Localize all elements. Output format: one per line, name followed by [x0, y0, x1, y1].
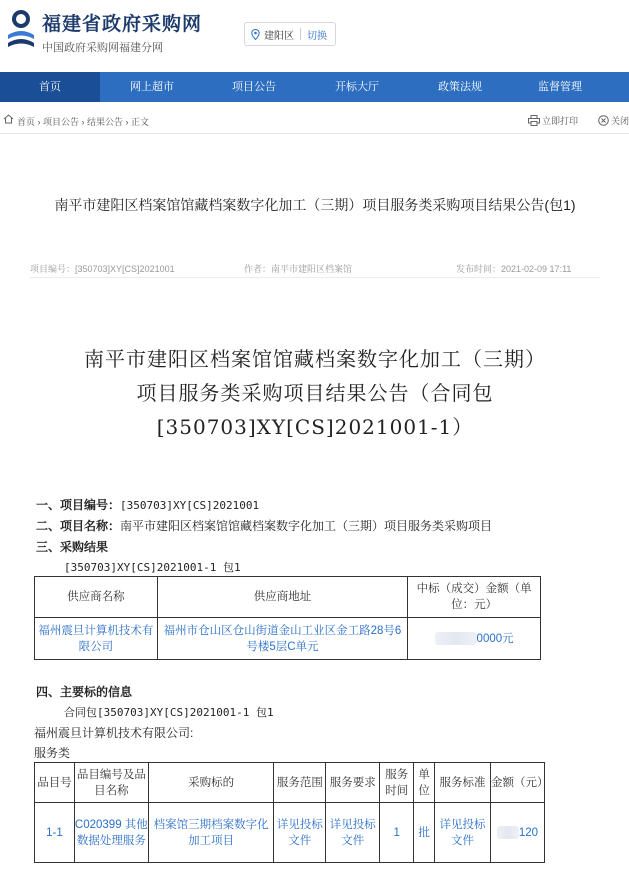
document-title-line: 南平市建阳区档案馆馆藏档案数字化加工（三期）	[84, 347, 546, 371]
targets-package: 合同包[350703]XY[CS]2021001-1 包1	[64, 706, 274, 719]
target-table	[34, 762, 549, 863]
target-standard: 详见投标文件	[435, 803, 491, 863]
result-package: [350703]XY[CS]2021001-1 包1	[64, 561, 241, 574]
section-project-name: 二、项目名称：南平市建阳区档案馆馆藏档案数字化加工（三期）项目服务类采购项目	[36, 519, 493, 533]
target-amount: 120	[518, 826, 539, 839]
result-amount: 0000元	[476, 632, 514, 645]
section-result-heading: 三、采购结果	[36, 540, 109, 554]
targets-category: 服务类	[34, 746, 71, 760]
result-header-address: 供应商地址	[157, 577, 407, 618]
close-label: 关闭	[611, 116, 629, 126]
home-icon[interactable]	[3, 114, 14, 124]
target-header-item-no: 品目号	[35, 763, 75, 803]
target-header-standard: 服务标准	[435, 763, 491, 803]
target-header-requirement: 服务要求	[326, 763, 380, 803]
document-title-line: 项目服务类采购项目结果公告（合同包	[136, 381, 494, 405]
result-address: 福州市仓山区仓山街道金山工业区金工路28号6号楼5层C单元	[157, 618, 407, 660]
target-name: 档案馆三期档案数字化加工项目	[148, 803, 274, 863]
meta-project-no: 项目编号：[350703]XY[CS]2021001	[30, 264, 175, 274]
location-pin-icon	[251, 29, 260, 40]
print-label: 立即打印	[542, 116, 579, 126]
target-requirement: 详见投标文件	[326, 803, 380, 863]
region-divider	[300, 28, 301, 40]
breadcrumb-bar	[0, 107, 629, 133]
site-logo-icon[interactable]	[4, 5, 38, 55]
result-table	[34, 576, 541, 660]
target-header-code-name: 品目编号及品目名称	[74, 763, 148, 803]
target-header-target: 采购标的	[148, 763, 274, 803]
meta-divider	[30, 277, 600, 278]
redacted-amount	[497, 826, 519, 839]
close-button[interactable]	[598, 114, 629, 127]
document-title	[30, 342, 600, 444]
printer-icon	[528, 115, 540, 126]
site-header	[0, 0, 629, 70]
nav-item-online-market[interactable]: 网上超市	[130, 81, 174, 93]
target-time: 1	[380, 803, 414, 863]
nav-item-policies[interactable]: 政策法规	[438, 81, 482, 93]
region-selector[interactable]	[244, 22, 336, 46]
result-header-amount: 中标（成交）金额（单位：元）	[408, 577, 541, 618]
target-amount-cell	[490, 803, 544, 863]
meta-author: 作者：南平市建阳区档案馆	[244, 264, 353, 274]
document-title-line: [350703]XY[CS]2021001-1）	[156, 415, 474, 439]
target-header-unit: 单位	[414, 763, 435, 803]
section-targets-heading: 四、主要标的信息	[36, 685, 133, 699]
meta-publish-time: 发布时间：2021-02-09 17:11	[456, 264, 572, 274]
notice-title: 南平市建阳区档案馆馆藏档案数字化加工（三期）项目服务类采购项目结果公告(包1)	[54, 197, 576, 213]
print-button[interactable]	[528, 114, 578, 127]
breadcrumb[interactable]: 首页 › 项目公告 › 结果公告 › 正文	[17, 117, 149, 127]
site-title[interactable]: 福建省政府采购网	[42, 14, 203, 35]
result-header-supplier: 供应商名称	[35, 577, 158, 618]
result-supplier: 福州震旦计算机技术有限公司	[35, 618, 158, 660]
nav-item-bid-opening-hall[interactable]: 开标大厅	[335, 81, 379, 93]
nav-item-supervision[interactable]: 监督管理	[538, 81, 582, 93]
nav-item-project-notices[interactable]: 项目公告	[232, 81, 276, 93]
site-subtitle: 中国政府采购网福建分网	[42, 42, 163, 54]
section-project-no: 一、项目编号：[350703]XY[CS]2021001	[36, 498, 260, 512]
target-header-scope: 服务范围	[274, 763, 326, 803]
redacted-amount	[435, 632, 477, 645]
target-header-amount: 金额（元）	[490, 763, 544, 803]
target-item-no: 1-1	[35, 803, 75, 863]
breadcrumb-divider	[0, 133, 629, 134]
region-name: 建阳区	[264, 30, 294, 42]
nav-item-home[interactable]: 首页	[0, 72, 100, 102]
close-circle-icon	[598, 115, 609, 126]
target-scope: 详见投标文件	[274, 803, 326, 863]
target-header-time: 服务时间	[380, 763, 414, 803]
main-nav	[0, 72, 629, 102]
targets-supplier: 福州震旦计算机技术有限公司:	[34, 726, 194, 740]
result-amount-cell	[408, 618, 541, 660]
target-unit: 批	[414, 803, 435, 863]
region-switch-link[interactable]: 切换	[307, 30, 327, 42]
target-code-name: C020399 其他数据处理服务	[74, 803, 148, 863]
